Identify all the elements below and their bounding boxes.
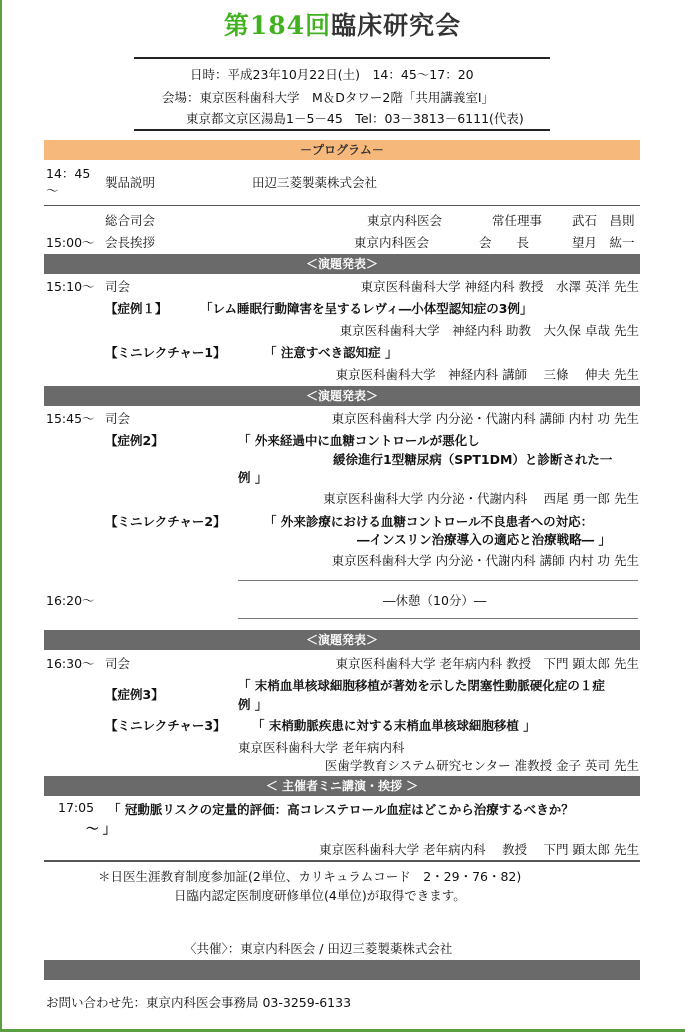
- product-time-tilde: 〜: [46, 183, 59, 198]
- section1-case-label: 【症例１】: [105, 301, 168, 316]
- section2-case-presenter: 東京医科歯科大学 内分泌・代謝内科 西尾 勇一郎 先生: [323, 491, 639, 506]
- greeting-time: 15:00〜: [46, 235, 95, 250]
- product-company: 田辺三菱製薬株式会社: [252, 175, 378, 190]
- title-number: 第184回: [223, 11, 332, 40]
- footer-bar: [44, 960, 640, 980]
- section1-lecture-title: 「 注意すべき認知症 」: [264, 345, 398, 360]
- mc-name: 武石 昌則: [572, 213, 635, 228]
- section2-lecture-title-1: 「 外来診療における血糖コントロール不良患者への対応：: [264, 514, 594, 529]
- contact-info: お問い合わせ先：東京内科医会事務局 03-3259-6133: [46, 995, 352, 1010]
- section4-divider: [44, 860, 640, 862]
- section2-time: 15:45〜: [46, 411, 95, 426]
- section3-chair: 東京医科歯科大学 老年病内科 教授 下門 顕太郎 先生: [335, 656, 639, 671]
- section3-lecture-title: 「 末梢動脈疾患に対する末梢血単核球細胞移植 」: [252, 718, 536, 733]
- section2-lecture-title-2: ―インスリン治療導入の適応と治療戦略― 」: [357, 532, 611, 547]
- credit-note-2: 日臨内認定医制度研修単位(4単位)が取得できます。: [174, 888, 466, 903]
- break-label: ―休憩（10分）―: [383, 593, 487, 608]
- section2-case-title-2: 緩徐進行1型糖尿病（SPT1DM）と診断された一: [333, 452, 613, 467]
- greeting-org: 東京内科医会: [354, 235, 430, 250]
- section4-time: 17:05: [58, 800, 95, 815]
- section1-case-presenter: 東京医科歯科大学 神経内科 助教 大久保 卓哉 先生: [339, 323, 639, 338]
- section3-chair-label: 司会: [105, 656, 131, 671]
- product-label: 製品説明: [105, 175, 156, 190]
- section1-banner: ＜演題発表＞: [44, 254, 640, 274]
- event-address: 東京都文京区湯島1－5－45 Tel：03－3813－6111(代表): [186, 111, 524, 126]
- break-divider-bottom: [238, 618, 638, 619]
- credit-note-1: ＊日医生涯教育制度参加証(2単位、カリキュラムコード 2・29・76・82): [98, 869, 522, 884]
- program-banner: －プログラム－: [44, 140, 640, 160]
- section3-banner: ＜演題発表＞: [44, 630, 640, 650]
- section3-case-title-1: 「 末梢血単核球細胞移植が著効を示した閉塞性動脈硬化症の１症: [238, 678, 605, 693]
- sponsor: 〈共催〉：東京内科医会 / 田辺三菱製薬株式会社: [184, 941, 453, 956]
- section3-case-title-2: 例 」: [238, 697, 268, 712]
- intro-divider: [44, 205, 640, 206]
- section1-case-title: 「レム睡眠行動障害を呈するレヴィ―小体型認知症の3例」: [200, 301, 533, 316]
- section3-presenter-1: 東京医科歯科大学 老年病内科: [238, 740, 405, 755]
- section1-chair: 東京医科歯科大学 神経内科 教授 水澤 英洋 先生: [360, 279, 639, 294]
- section4-title-1: 「 冠動脈リスクの定量的評価：高コレステロール血症はどこから治療するべきか？: [108, 802, 574, 817]
- section2-chair: 東京医科歯科大学 内分泌・代謝内科 講師 内村 功 先生: [331, 411, 639, 426]
- event-datetime: 日時：平成23年10月22日(土) 14：45〜17：20: [190, 67, 474, 82]
- section3-presenter-2: 医歯学教育システム研究センター 准教授 金子 英司 先生: [324, 758, 639, 773]
- section1-time: 15:10〜: [46, 279, 95, 294]
- header-divider: [134, 129, 550, 131]
- page-left-border: [0, 0, 2, 1032]
- section2-case-title-3: 例 」: [238, 470, 268, 485]
- mc-org: 東京内科医会: [367, 213, 443, 228]
- section2-case-title-1: 「 外来経過中に血糖コントロールが悪化し: [238, 433, 480, 448]
- section1-lecture-presenter: 東京医科歯科大学 神経内科 講師 三條 伸夫 先生: [335, 367, 639, 382]
- section2-chair-label: 司会: [105, 411, 131, 426]
- mc-label: 総合司会: [105, 213, 156, 228]
- section2-case-label: 【症例2】: [105, 433, 164, 448]
- break-divider-top: [238, 580, 638, 581]
- section4-banner: ＜ 主催者ミニ講演・挨拶 ＞: [44, 776, 640, 796]
- mc-role: 常任理事: [492, 213, 543, 228]
- section4-title-2: 〜 」: [86, 821, 116, 836]
- break-time: 16:20〜: [46, 593, 95, 608]
- section3-case-label: 【症例3】: [105, 687, 164, 702]
- title-text: 臨床研究会: [331, 11, 462, 40]
- section1-chair-label: 司会: [105, 279, 131, 294]
- greeting-name: 望月 紘一: [572, 235, 635, 250]
- section4-presenter: 東京医科歯科大学 老年病内科 教授 下門 顕太郎 先生: [319, 842, 639, 857]
- product-time: 14：45: [46, 166, 91, 181]
- greeting-label: 会長挨拶: [105, 235, 156, 250]
- section3-lecture-label: 【ミニレクチャー3】: [105, 718, 226, 733]
- section2-banner: ＜演題発表＞: [44, 386, 640, 406]
- section2-lecture-presenter: 東京医科歯科大学 内分泌・代謝内科 講師 内村 功 先生: [331, 553, 639, 568]
- title-divider: [134, 57, 550, 59]
- page-title: [0, 6, 685, 42]
- section2-lecture-label: 【ミニレクチャー2】: [105, 514, 226, 529]
- section1-lecture-label: 【ミニレクチャー1】: [105, 345, 226, 360]
- section3-time: 16:30〜: [46, 656, 95, 671]
- greeting-role: 会 長: [479, 235, 530, 250]
- event-venue: 会場：東京医科歯科大学 M＆Dタワー2階「共用講義室Ⅰ」: [162, 90, 495, 105]
